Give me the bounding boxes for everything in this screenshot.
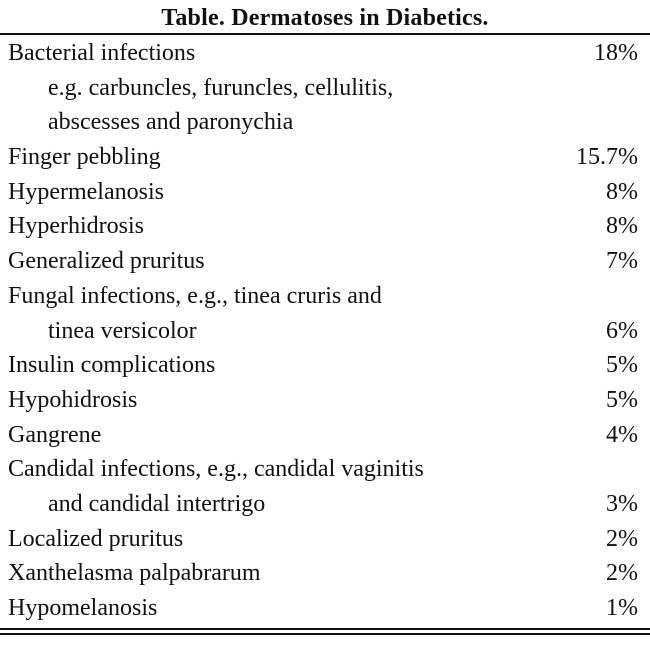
row-value: 18% — [594, 40, 638, 66]
bottom-rule — [0, 628, 650, 630]
row-value: 3% — [606, 490, 638, 517]
row-label: Finger pebbling — [8, 144, 161, 171]
row-label: Hyperhidrosis — [8, 213, 144, 240]
row-value: 2% — [606, 525, 638, 552]
table-row — [0, 452, 650, 487]
row-label: Fungal infections, e.g., tinea cruris and — [8, 282, 382, 309]
table-title: Table. Dermatoses in Diabetics. — [161, 5, 489, 31]
table-row — [0, 522, 650, 557]
row-value: 7% — [606, 248, 638, 275]
row-value: 4% — [606, 421, 638, 448]
bottom-rule-double — [0, 633, 650, 635]
dermatoses-table — [0, 36, 650, 626]
row-label: Hypomelanosis — [8, 595, 158, 621]
row-value: 2% — [606, 560, 638, 587]
row-label: Bacterial infections — [8, 40, 196, 66]
table-row — [0, 383, 650, 418]
row-value: 8% — [606, 213, 638, 240]
row-label: Insulin complications — [8, 352, 216, 379]
table-row — [0, 591, 650, 626]
row-value: 5% — [606, 352, 638, 379]
row-label: and candidal intertrigo — [48, 490, 266, 517]
table-row — [0, 71, 650, 106]
row-label: tinea versicolor — [48, 317, 197, 344]
table-row — [0, 175, 650, 210]
table-row — [0, 348, 650, 383]
table-row — [0, 314, 650, 349]
table-row — [0, 279, 650, 314]
table-row — [0, 244, 650, 279]
row-value: 8% — [606, 178, 638, 205]
row-label: Gangrene — [8, 421, 102, 448]
table-row — [0, 140, 650, 175]
table-row — [0, 556, 650, 591]
table-row — [0, 487, 650, 522]
row-value: 1% — [606, 595, 638, 621]
table-row — [0, 105, 650, 140]
row-label: e.g. carbuncles, furuncles, cellulitis, — [48, 74, 394, 101]
top-rule — [0, 33, 650, 35]
row-label: Generalized pruritus — [8, 248, 205, 275]
row-label: Hypermelanosis — [8, 178, 164, 205]
row-label: Candidal infections, e.g., candidal vaginitis — [8, 456, 424, 483]
row-value: 5% — [606, 386, 638, 413]
table-row — [0, 209, 650, 244]
row-label: Localized pruritus — [8, 525, 184, 552]
row-value: 15.7% — [576, 144, 638, 171]
row-label: abscesses and paronychia — [48, 109, 294, 136]
row-label: Hypohidrosis — [8, 386, 138, 413]
table-row — [0, 418, 650, 453]
table-row — [0, 36, 650, 71]
row-value: 6% — [606, 317, 638, 344]
row-label: Xanthelasma palpabrarum — [8, 560, 261, 587]
